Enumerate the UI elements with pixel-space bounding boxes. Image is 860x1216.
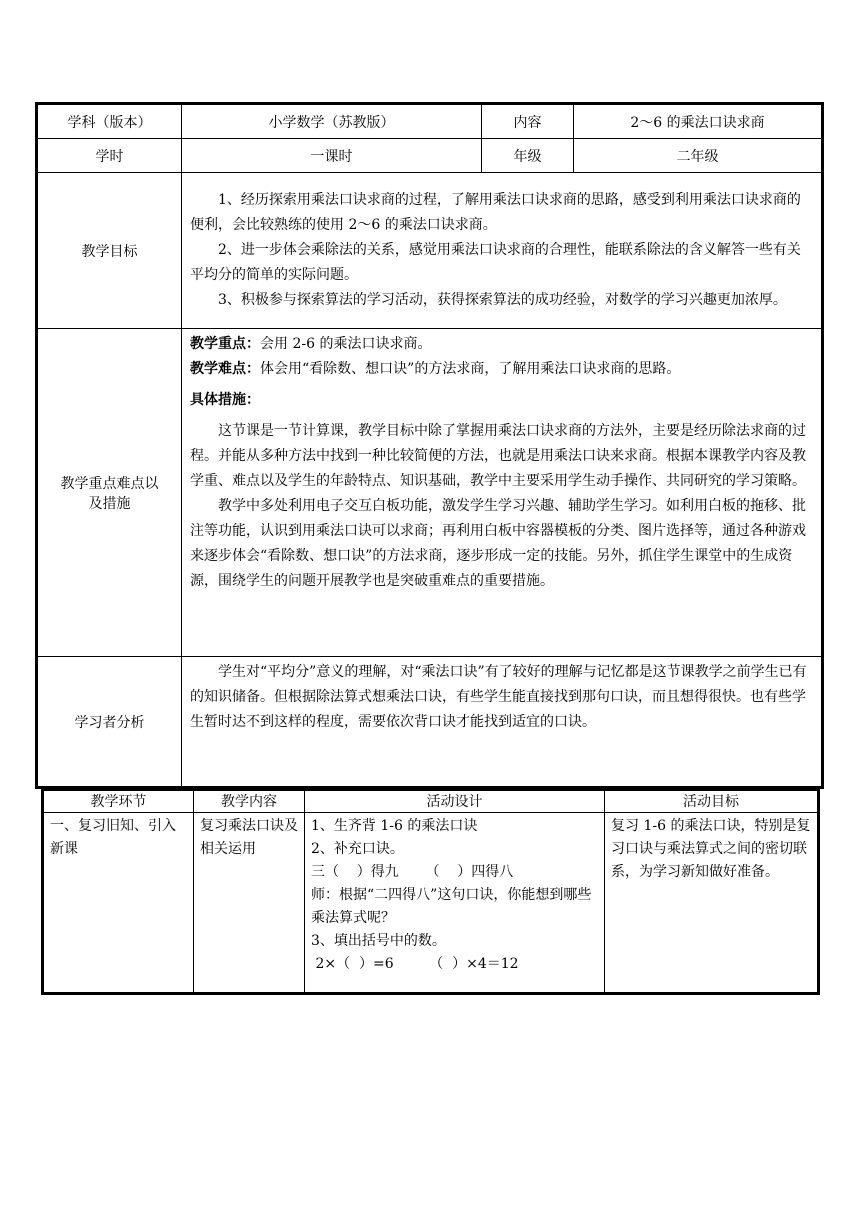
hours-label: 学时 bbox=[38, 139, 182, 173]
design-line: 3、填出括号中的数。 bbox=[311, 933, 446, 949]
goal-cell: 复习 1-6 的乘法口诀，特别是复习口诀与乘法算式之间的密切联系，为学习新知做好准备。 bbox=[605, 813, 818, 993]
activity-table bbox=[43, 790, 818, 993]
measures-paragraph: 这节课是一节计算课，教学目标中除了掌握用乘法口诀求商的方法外，主要是经历除法求商的过程。并能从多种方法中找到一种比较简便的方法，也就是用乘法口诀来求商。根据本课教学内容及教学重、难点以及学生的年龄特点、知识基础，教学中主要采用学生动手操作、共同研究的学习策略。 bbox=[190, 423, 806, 489]
learners-row bbox=[38, 657, 822, 787]
key-points-row bbox=[38, 329, 822, 657]
subject-value: 小学数学（苏教版） bbox=[182, 105, 482, 139]
design-cell bbox=[305, 813, 605, 993]
hours-row bbox=[38, 139, 822, 173]
objective-paragraph: 2、进一步体会乘除法的关系，感觉用乘法口诀求商的合理性，能联系除法的含义解答一些有关平均分的简单的实际问题。 bbox=[190, 242, 801, 283]
design-header: 活动设计 bbox=[305, 791, 605, 813]
difficulty-text: 体会用“看除数、想口诀”的方法求商，了解用乘法口诀求商的思路。 bbox=[260, 361, 681, 377]
content-value: 2～6 的乘法口诀求商 bbox=[574, 105, 822, 139]
key-points-text bbox=[182, 329, 822, 657]
activity-header-row bbox=[44, 791, 818, 813]
objectives-text bbox=[182, 173, 822, 329]
learners-text bbox=[182, 657, 822, 787]
stage-cell: 一、复习旧知、引入新课 bbox=[44, 813, 194, 993]
design-line: 2、补充口诀。 bbox=[311, 841, 404, 857]
grade-value: 二年级 bbox=[574, 139, 822, 173]
content-cell: 复习乘法口诀及相关运用 bbox=[194, 813, 305, 993]
learners-label: 学习者分析 bbox=[38, 657, 182, 787]
measures-title: 具体措施： bbox=[190, 392, 260, 408]
content-header: 教学内容 bbox=[194, 791, 305, 813]
design-line: 三（ ）得九 （ ）四得八 bbox=[311, 864, 514, 880]
difficulty-title: 教学难点： bbox=[190, 361, 260, 377]
content-label: 内容 bbox=[482, 105, 574, 139]
hours-value: 一课时 bbox=[182, 139, 482, 173]
grade-label: 年级 bbox=[482, 139, 574, 173]
design-line: 2×（ ）=6 （ ）×4＝12 bbox=[311, 956, 519, 972]
difficulty-line bbox=[190, 357, 813, 382]
key-points-label: 教学重点难点以及措施 bbox=[38, 329, 182, 657]
objectives-row bbox=[38, 173, 822, 329]
objectives-label: 教学目标 bbox=[38, 173, 182, 329]
lesson-info-table bbox=[37, 104, 822, 787]
subject-label: 学科（版本） bbox=[38, 105, 182, 139]
objective-paragraph: 1、经历探索用乘法口诀求商的过程，了解用乘法口诀求商的思路，感受到利用乘法口诀求商的便利，会比较熟练的使用 2～6 的乘法口诀求商。 bbox=[190, 192, 801, 233]
goal-header: 活动目标 bbox=[605, 791, 818, 813]
focus-text: 会用 2-6 的乘法口诀求商。 bbox=[260, 336, 432, 352]
focus-line bbox=[190, 332, 813, 357]
activity-row bbox=[44, 813, 818, 993]
design-line: 师：根据“二四得八”这句口诀，你能想到哪些乘法算式呢？ bbox=[311, 887, 592, 926]
subject-row bbox=[38, 105, 822, 139]
learners-paragraph: 学生对“平均分”意义的理解，对“乘法口诀”有了较好的理解与记忆都是这节课教学之前学生已有的知识储备。但根据除法算式想乘法口诀，有些学生能直接找到那句口诀，而且想得很快。也有些学生暂时达不到这样的程度，需要依次背口诀才能找到适宜的口诀。 bbox=[190, 664, 807, 730]
stage-header: 教学环节 bbox=[44, 791, 194, 813]
measures-paragraph: 教学中多处利用电子交互白板功能，激发学生学习兴趣、辅助学生学习。如利用白板的拖移、批注等功能，认识到用乘法口诀可以求商；再利用白板中容器模板的分类、图片选择等，通过各种游戏来逐步体会“看除数、想口诀”的方法求商，逐步形成一定的技能。另外，抓住学生课堂中的生成资源，围绕学生的问题开展教学也是突破重难点的重要措施。 bbox=[190, 498, 806, 589]
objective-paragraph: 3、积极参与探索算法的学习活动，获得探索算法的成功经验，对数学的学习兴趣更加浓厚。 bbox=[218, 292, 787, 308]
focus-title: 教学重点： bbox=[190, 336, 260, 352]
design-line: 1、生齐背 1-6 的乘法口诀 bbox=[311, 818, 478, 834]
